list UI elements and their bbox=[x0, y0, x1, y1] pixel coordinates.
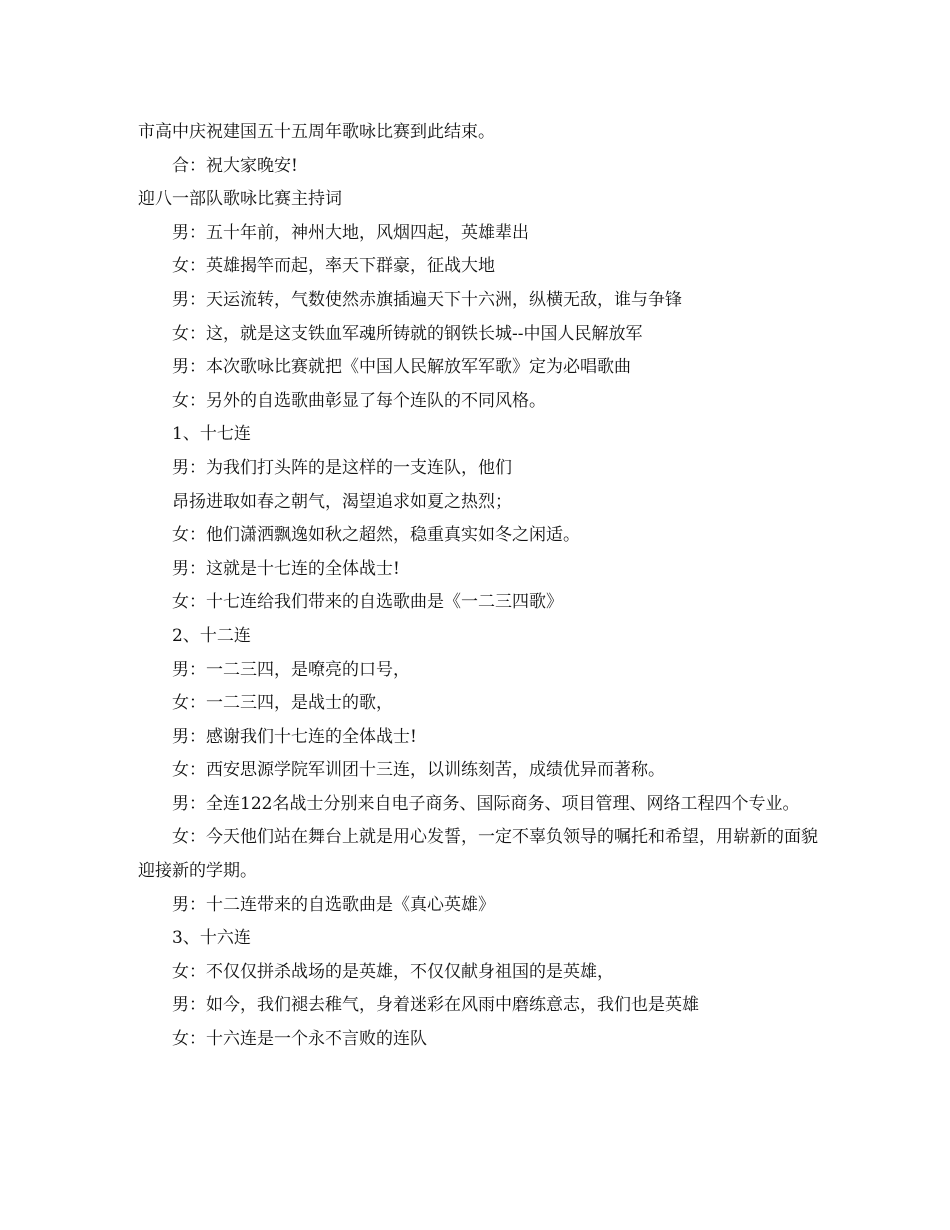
text-line: 女：西安思源学院军训团十三连，以训练刻苦，成绩优异而著称。 bbox=[172, 760, 665, 781]
text-line: 女：一二三四，是战士的歌， bbox=[172, 693, 393, 714]
text-line: 女：今天他们站在舞台上就是用心发誓，一定不辜负领导的嘱托和希望，用崭新的面貌迎接新的学期。 bbox=[138, 827, 818, 882]
text-line: 市高中庆祝建国五十五周年歌咏比赛到此结束。 bbox=[138, 122, 495, 142]
text-line: 男：本次歌咏比赛就把《中国人民解放军军歌》定为必唱歌曲 bbox=[172, 357, 631, 378]
text-line: 女：这，就是这支铁血军魂所铸就的钢铁长城--中国人民解放军 bbox=[172, 323, 643, 344]
text-line: 男：天运流转，气数使然赤旗插遍天下十六洲，纵横无敌，谁与争锋 bbox=[172, 289, 682, 310]
text-line: 女：十七连给我们带来的自选歌曲是《一二三四歌》 bbox=[172, 592, 563, 613]
subsection-heading: 1、十七连 bbox=[172, 424, 251, 445]
subsection-heading: 3、十六连 bbox=[172, 928, 251, 949]
text-line: 男：五十年前，神州大地，风烟四起，英雄辈出 bbox=[172, 222, 529, 243]
text-line: 女：十六连是一个永不言败的连队 bbox=[172, 1029, 427, 1050]
text-line: 昂扬进取如春之朝气，渴望追求如夏之热烈； bbox=[172, 491, 512, 512]
subsection-heading: 2、十二连 bbox=[172, 625, 251, 646]
text-line: 合：祝大家晚安! bbox=[172, 155, 298, 176]
text-line: 女：英雄揭竿而起，率天下群豪，征战大地 bbox=[172, 256, 495, 277]
text-line: 女：另外的自选歌曲彰显了每个连队的不同风格。 bbox=[172, 390, 546, 411]
text-line: 男：为我们打头阵的是这样的一支连队，他们 bbox=[172, 457, 512, 478]
text-line: 女：不仅仅拼杀战场的是英雄，不仅仅献身祖国的是英雄， bbox=[172, 961, 614, 982]
text-line: 男：这就是十七连的全体战士! bbox=[172, 558, 400, 579]
document-body bbox=[138, 116, 818, 1057]
text-line: 男：全连122名战士分别来自电子商务、国际商务、项目管理、网络工程四个专业。 bbox=[172, 793, 800, 814]
text-line: 男：十二连带来的自选歌曲是《真心英雄》 bbox=[172, 894, 495, 915]
text-line: 男：感谢我们十七连的全体战士! bbox=[172, 726, 417, 747]
text-line: 男：如今，我们褪去稚气，身着迷彩在风雨中磨练意志，我们也是英雄 bbox=[172, 995, 699, 1016]
text-line: 女：他们潇洒飘逸如秋之超然，稳重真实如冬之闲适。 bbox=[172, 525, 580, 546]
text-line: 男：一二三四，是嘹亮的口号， bbox=[172, 659, 410, 680]
section-heading: 迎八一部队歌咏比赛主持词 bbox=[138, 189, 342, 210]
